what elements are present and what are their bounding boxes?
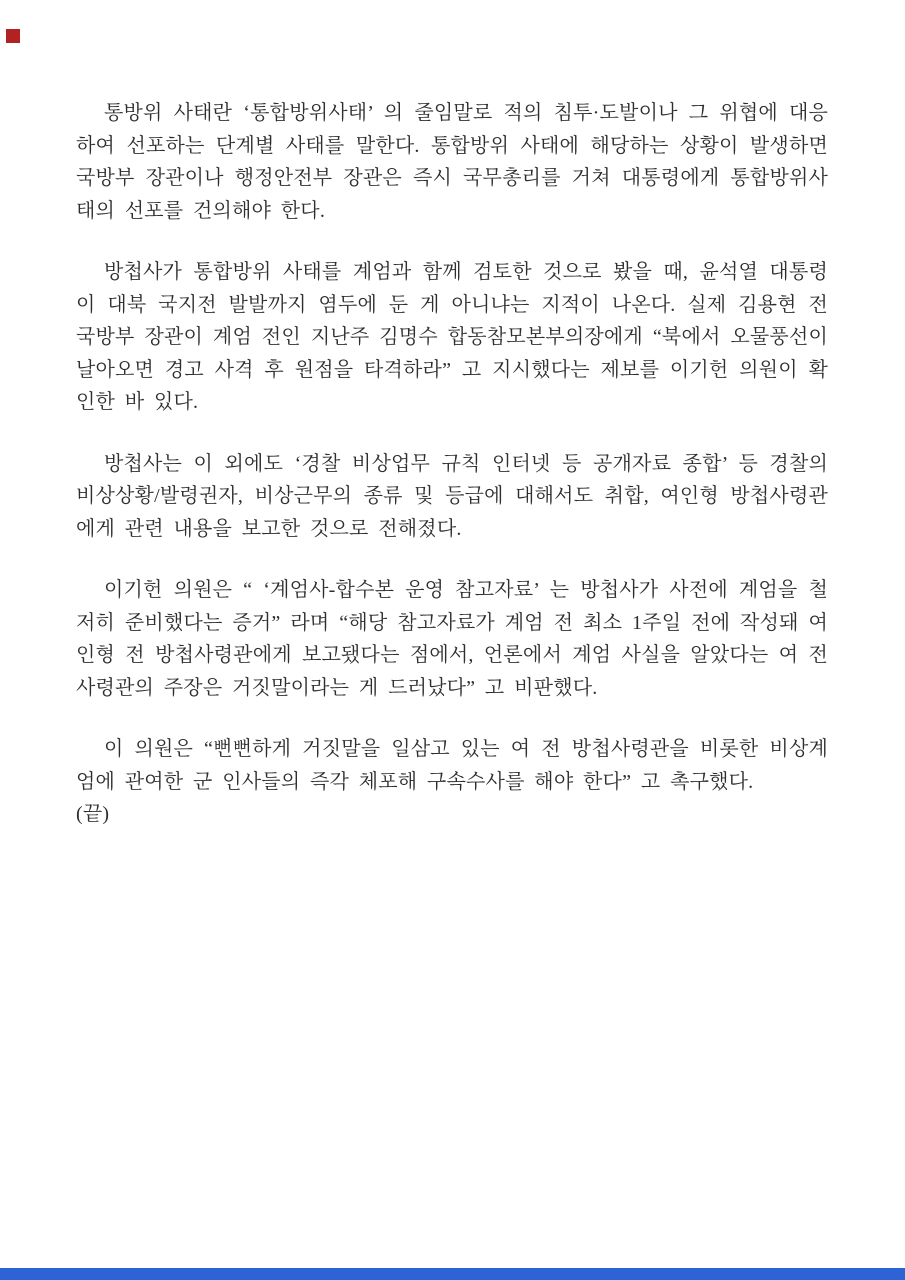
paragraph-3: 방첩사는 이 외에도 ‘경찰 비상업무 규칙 인터넷 등 공개자료 종합’ 등 경찰의 비상상황/발령권자, 비상근무의 종류 및 등급에 대해서도 취합, 여인형 방첩사령관에게 관련 내용을 보고한 것으로 전해졌다. <box>76 452 828 540</box>
paragraph-5: 이 의원은 “뻔뻔하게 거짓말을 일삼고 있는 여 전 방첩사령관을 비롯한 비상계엄에 관여한 군 인사들의 즉각 체포해 구속수사를 해야 한다” 고 촉구했다. <box>76 738 828 793</box>
bottom-blue-bar <box>0 1268 905 1280</box>
paragraph-2: 방첩사가 통합방위 사태를 계엄과 함께 검토한 것으로 봤을 때, 윤석열 대통령이 대북 국지전 발발까지 염두에 둔 게 아니냐는 지적이 나온다. 실제 김용현 전 국방부 장관이 계엄 전인 지난주 김명수 합동참모본부의장에게 “북에서 오물풍선이 날아오면 경고 사격 후 원점을 타격하라” 고 지시했다는 제보를 이기헌 의원이 확인한 바 있다. <box>76 261 828 413</box>
end-marker: (끝) <box>76 803 110 825</box>
red-corner-marker <box>6 29 20 43</box>
paragraph-1: 통방위 사태란 ‘통합방위사태’ 의 줄임말로 적의 침투·도발이나 그 위협에 대응하여 선포하는 단계별 사태를 말한다. 통합방위 사태에 해당하는 상황이 발생하면 국방부 장관이나 행정안전부 장관은 즉시 국무총리를 거쳐 대통령에게 통합방위사태의 선포를 건의해야 한다. <box>76 102 828 222</box>
paragraph-4: 이기헌 의원은 “ ‘계엄사-합수본 운영 참고자료’ 는 방첩사가 사전에 계엄을 철저히 준비했다는 증거” 라며 “해당 참고자료가 계엄 전 최소 1주일 전에 작성돼 여인형 전 방첩사령관에게 보고됐다는 점에서, 언론에서 계엄 사실을 알았다는 여 전 사령관의 주장은 거짓말이라는 게 드러났다” 고 비판했다. <box>76 579 828 699</box>
document-body <box>76 97 828 860</box>
